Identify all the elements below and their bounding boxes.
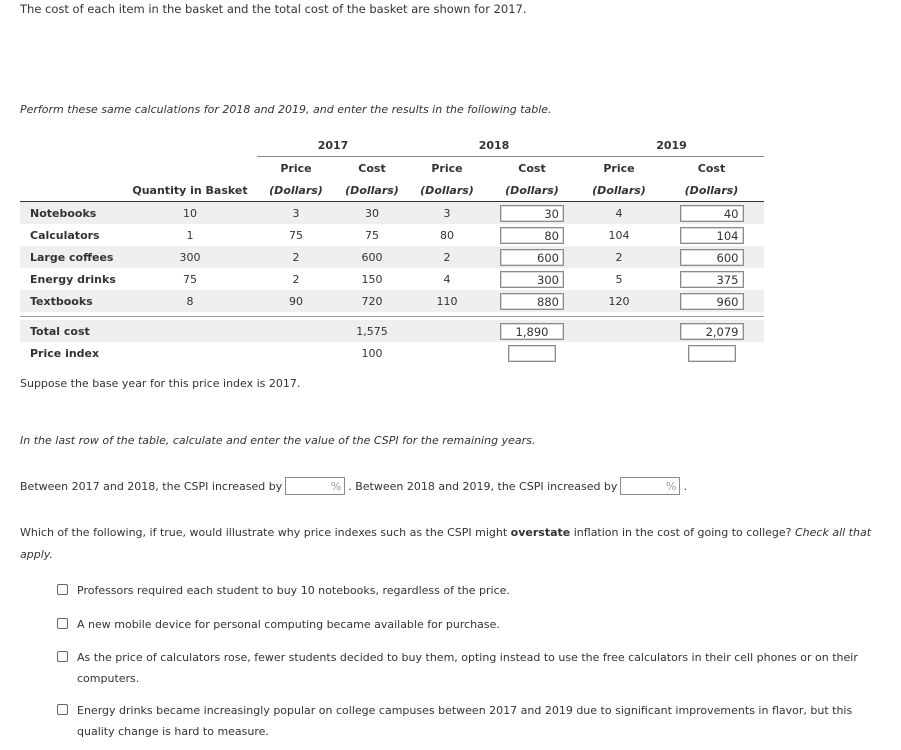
basket-table (20, 134, 764, 364)
quantity-cell: 8 (123, 290, 257, 312)
cspi-increase-2019-input[interactable] (620, 477, 680, 495)
intro-text: The cost of each item in the basket and the total cost of the basket are shown for 2017. (20, 2, 527, 16)
price-header: Price (603, 161, 635, 175)
price-cell: 110 (409, 290, 485, 312)
cost-input-2019[interactable]: 960 (680, 293, 744, 310)
price-cell: 4 (443, 272, 451, 286)
option-item (57, 614, 867, 635)
price-cell: 80 (440, 228, 454, 242)
cost-input-2019[interactable]: 104 (680, 227, 744, 244)
dollars-unit: (Dollars) (335, 179, 409, 202)
percent-sign: % (665, 479, 677, 493)
quantity-cell: 75 (183, 272, 197, 286)
option-label: Energy drinks became increasingly popular on college campuses between 2017 and 2019 due to significant improvements in flavor, but this quality change is hard to measure. (77, 704, 853, 738)
cost-input-2019[interactable]: 600 (680, 249, 744, 266)
cspi-increase-sentence (20, 476, 687, 496)
question-italic: Check all that apply. (20, 526, 872, 561)
year-header-2018: 2018 (409, 134, 579, 157)
option-checkbox[interactable] (57, 618, 68, 629)
cspi-increase-2018-input[interactable] (285, 477, 345, 495)
cost-input-2018[interactable]: 80 (500, 227, 564, 244)
cost-header: Cost (697, 161, 726, 175)
price-cell: 3 (409, 202, 485, 225)
question-text (20, 522, 885, 566)
dollars-unit: (Dollars) (485, 179, 579, 202)
total-row (20, 320, 764, 342)
cost-cell: 720 (335, 290, 409, 312)
index-2017: 100 (361, 346, 383, 360)
table-row (20, 224, 764, 246)
dollars-unit: (Dollars) (409, 179, 485, 202)
table-row (20, 202, 764, 225)
cost-input-2019[interactable]: 375 (680, 271, 744, 288)
percent-sign: % (330, 479, 342, 493)
total-label: Total cost (20, 320, 123, 342)
price-cell: 4 (579, 202, 659, 225)
row-label: Energy drinks (30, 272, 116, 286)
price-cell: 75 (289, 228, 303, 242)
cost-input-2018[interactable]: 30 (500, 205, 564, 222)
cost-cell: 75 (365, 228, 379, 242)
cost-cell: 150 (361, 272, 383, 286)
cost-input-2019[interactable]: 40 (680, 205, 744, 222)
option-label: Professors required each student to buy 10 notebooks, regardless of the price. (77, 584, 510, 597)
table-row (20, 268, 764, 290)
question-part-1: Which of the following, if true, would illustrate why price indexes such as the CSPI might (20, 526, 511, 539)
question-bold: overstate (510, 526, 571, 539)
table-row (20, 246, 764, 268)
price-header: Price (280, 161, 312, 175)
option-item (57, 580, 867, 601)
price-cell: 120 (579, 290, 659, 312)
row-label: Notebooks (20, 202, 123, 225)
price-cell: 104 (608, 228, 630, 242)
quantity-cell: 1 (186, 228, 194, 242)
row-label: Calculators (30, 228, 100, 242)
price-cell: 2 (292, 272, 300, 286)
cost-cell: 30 (335, 202, 409, 225)
between-text-2: . Between 2018 and 2019, the CSPI increased by (348, 479, 618, 493)
price-cell: 5 (615, 272, 623, 286)
total-input-2019[interactable]: 2,079 (680, 323, 744, 340)
price-cell: 90 (257, 290, 335, 312)
option-label: A new mobile device for personal computing became available for purchase. (77, 618, 500, 631)
index-label: Price index (30, 346, 100, 360)
base-year-text: Suppose the base year for this price index is 2017. (20, 377, 301, 390)
index-input-2018[interactable] (508, 345, 556, 362)
last-row-instruction: In the last row of the table, calculate and enter the value of the CSPI for the remaining years. (20, 434, 536, 447)
between-text-1: Between 2017 and 2018, the CSPI increased by (20, 479, 283, 493)
option-checkbox[interactable] (57, 704, 68, 715)
option-checkbox[interactable] (57, 651, 68, 662)
cost-input-2018[interactable]: 600 (500, 249, 564, 266)
dollars-unit: (Dollars) (257, 179, 335, 202)
table-row (20, 290, 764, 312)
cost-input-2018[interactable]: 880 (500, 293, 564, 310)
price-cell: 3 (257, 202, 335, 225)
cost-input-2018[interactable]: 300 (500, 271, 564, 288)
quantity-header: Quantity in Basket (123, 179, 257, 202)
total-cost-2017: 1,575 (335, 320, 409, 342)
year-header-2017: 2017 (257, 134, 409, 157)
row-label: Large coffees (20, 246, 123, 268)
question-part-2: inflation in the cost of going to college? (570, 526, 795, 539)
dollars-unit: (Dollars) (659, 179, 764, 202)
instruction-text: Perform these same calculations for 2018 and 2019, and enter the results in the following table. (20, 103, 552, 116)
price-header: Price (431, 161, 463, 175)
option-label: As the price of calculators rose, fewer students decided to buy them, opting instead to use the free calculators in their cell phones or on their computers. (77, 651, 858, 685)
cost-header: Cost (358, 161, 386, 175)
price-cell: 2 (409, 246, 485, 268)
cost-header: Cost (518, 161, 546, 175)
quantity-cell: 10 (123, 202, 257, 225)
price-cell: 2 (257, 246, 335, 268)
between-text-3: . (683, 479, 687, 493)
index-input-2019[interactable] (688, 345, 736, 362)
price-cell: 2 (579, 246, 659, 268)
option-checkbox[interactable] (57, 584, 68, 595)
row-label: Textbooks (20, 290, 123, 312)
index-row (20, 342, 764, 364)
dollars-unit: (Dollars) (579, 179, 659, 202)
total-input-2018[interactable]: 1,890 (500, 323, 564, 340)
quantity-cell: 300 (123, 246, 257, 268)
option-item (57, 647, 867, 689)
year-header-2019: 2019 (579, 134, 764, 157)
option-item (57, 700, 867, 742)
cost-cell: 600 (335, 246, 409, 268)
